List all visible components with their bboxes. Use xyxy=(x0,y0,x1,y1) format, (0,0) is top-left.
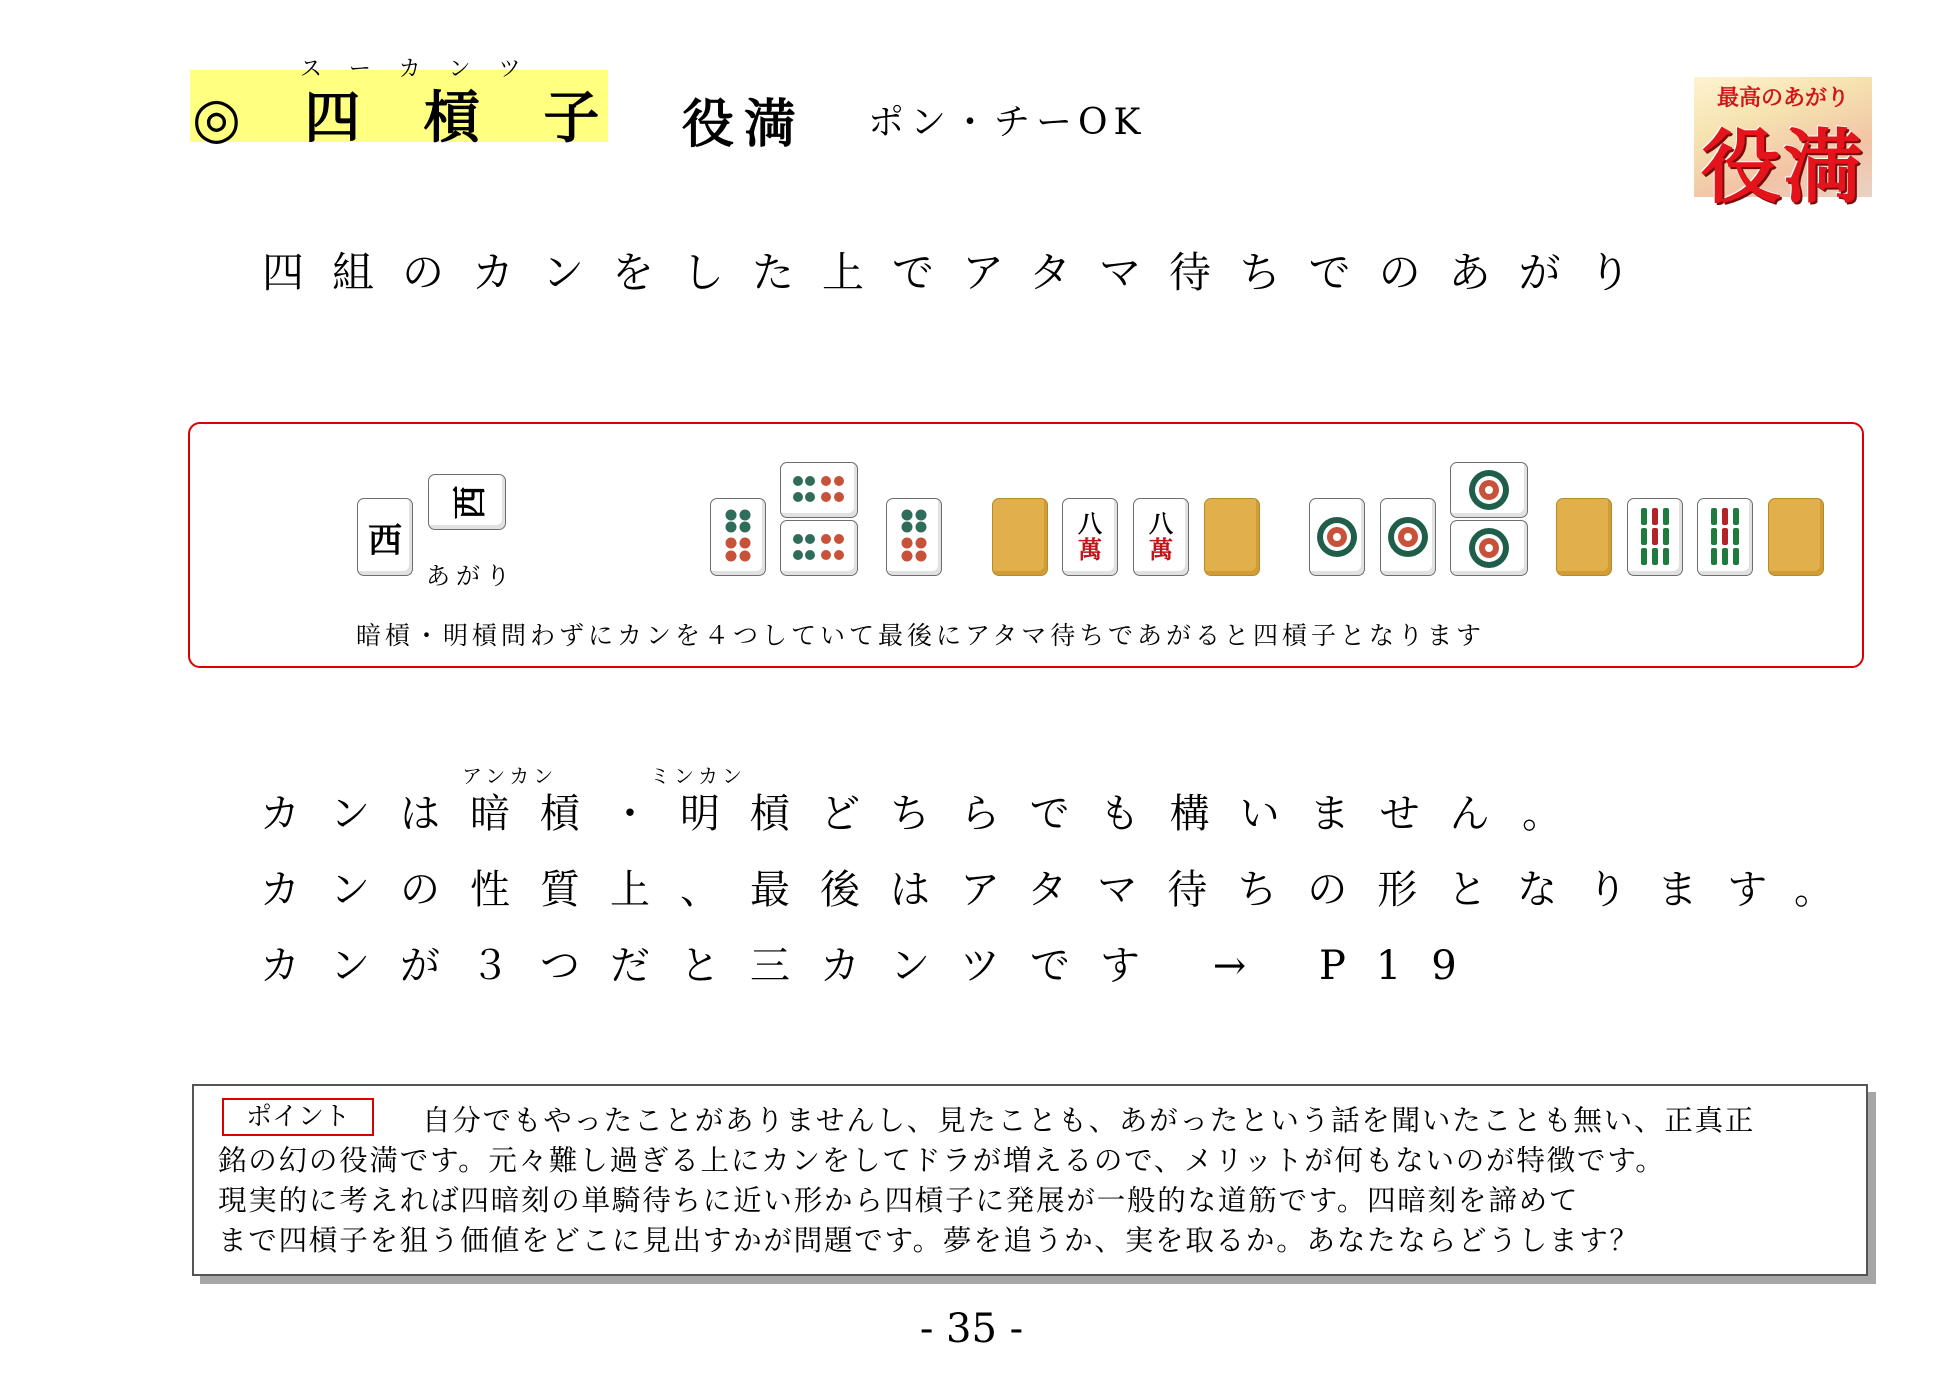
eight-pin-tile xyxy=(710,498,766,576)
body-line-1: カンは暗槓・明槓どちらでも構いません。 xyxy=(260,791,1592,837)
ruby-minkan: ミンカン xyxy=(650,764,746,788)
west-wind-tile xyxy=(357,498,413,576)
agari-label: あがり xyxy=(426,562,516,590)
eight-pin-added-tile xyxy=(780,462,858,518)
eight-man-tile xyxy=(1133,498,1189,576)
winning-west-glyph: 西 xyxy=(450,485,491,519)
one-pin-icon xyxy=(1315,515,1359,559)
one-pin-added-tile xyxy=(1450,462,1528,518)
point-line-4: まで四槓子を狙う価値をどこに見出すかが問題です。夢を追うか、実を取るか。あなたならどうします？ xyxy=(218,1224,1640,1257)
face-down-tile xyxy=(1204,498,1260,576)
face-down-tile xyxy=(992,498,1048,576)
point-line-3: 現実的に考えれば四暗刻の単騎待ちに近い形から四槓子に発展が一般的な道筋です。四暗刻を諦めて xyxy=(218,1184,1580,1217)
nine-sou-tile xyxy=(1697,498,1753,576)
one-pin-icon xyxy=(1467,526,1511,570)
nine-sou-icon xyxy=(1705,506,1745,568)
body-line-3: カンが３つだと三カンツです → P19 xyxy=(260,943,1487,989)
one-pin-icon xyxy=(1386,515,1430,559)
face-down-tile xyxy=(1768,498,1824,576)
pon-chi-note: ポン・チーOK xyxy=(868,102,1147,143)
title-ruby: スーカンツ xyxy=(300,57,549,82)
point-line-2: 銘の幻の役満です。元々難し過ぎる上にカンをしてドラが増えるので、メリットが何もないのが特徴です。 xyxy=(218,1144,1666,1177)
nine-sou-icon xyxy=(1635,506,1675,568)
yakuman-label: 役満 xyxy=(682,94,807,155)
eight-pin-icon xyxy=(894,507,934,567)
page-number: - 35 - xyxy=(919,1306,1024,1352)
eight-pin-icon xyxy=(718,507,758,567)
winning-west-tile xyxy=(428,474,506,530)
one-pin-called-tile xyxy=(1450,520,1528,576)
man-suit: 萬 xyxy=(1149,535,1173,564)
body-line-2: カンの性質上、最後はアタマ待ちの形となります。 xyxy=(260,867,1864,913)
man-numeral: 八 xyxy=(1149,509,1173,538)
logo-subtitle: 最高のあがり xyxy=(1716,85,1849,111)
yaku-description: 四組のカンをした上でアタマ待ちでのあがり xyxy=(262,248,1659,297)
man-numeral: 八 xyxy=(1078,509,1102,538)
eight-pin-icon xyxy=(788,527,850,569)
one-pin-tile xyxy=(1309,498,1365,576)
point-line-1: 自分でもやったことがありませんし、見たことも、あがったという話を聞いたことも無い、正真正 xyxy=(422,1104,1756,1137)
eight-man-tile xyxy=(1062,498,1118,576)
ruby-ankan: アンカン xyxy=(462,764,558,788)
face-down-tile xyxy=(1556,498,1612,576)
west-glyph: 西 xyxy=(368,520,402,561)
page-title: ◎ 四 槓 子 xyxy=(192,85,622,151)
man-suit: 萬 xyxy=(1078,535,1102,564)
eight-pin-called-tile xyxy=(780,520,858,576)
one-pin-icon xyxy=(1467,468,1511,512)
point-tag: ポイント xyxy=(222,1098,374,1136)
one-pin-tile xyxy=(1380,498,1436,576)
eight-pin-tile xyxy=(886,498,942,576)
yakuman-logo xyxy=(1694,77,1872,214)
point-box xyxy=(192,1084,1868,1276)
hand-caption: 暗槓・明槓問わずにカンを４つしていて最後にアタマ待ちであがると四槓子となります xyxy=(356,621,1486,650)
logo-main-text: 役満 xyxy=(1701,120,1865,214)
eight-pin-icon xyxy=(788,469,850,511)
nine-sou-tile xyxy=(1627,498,1683,576)
